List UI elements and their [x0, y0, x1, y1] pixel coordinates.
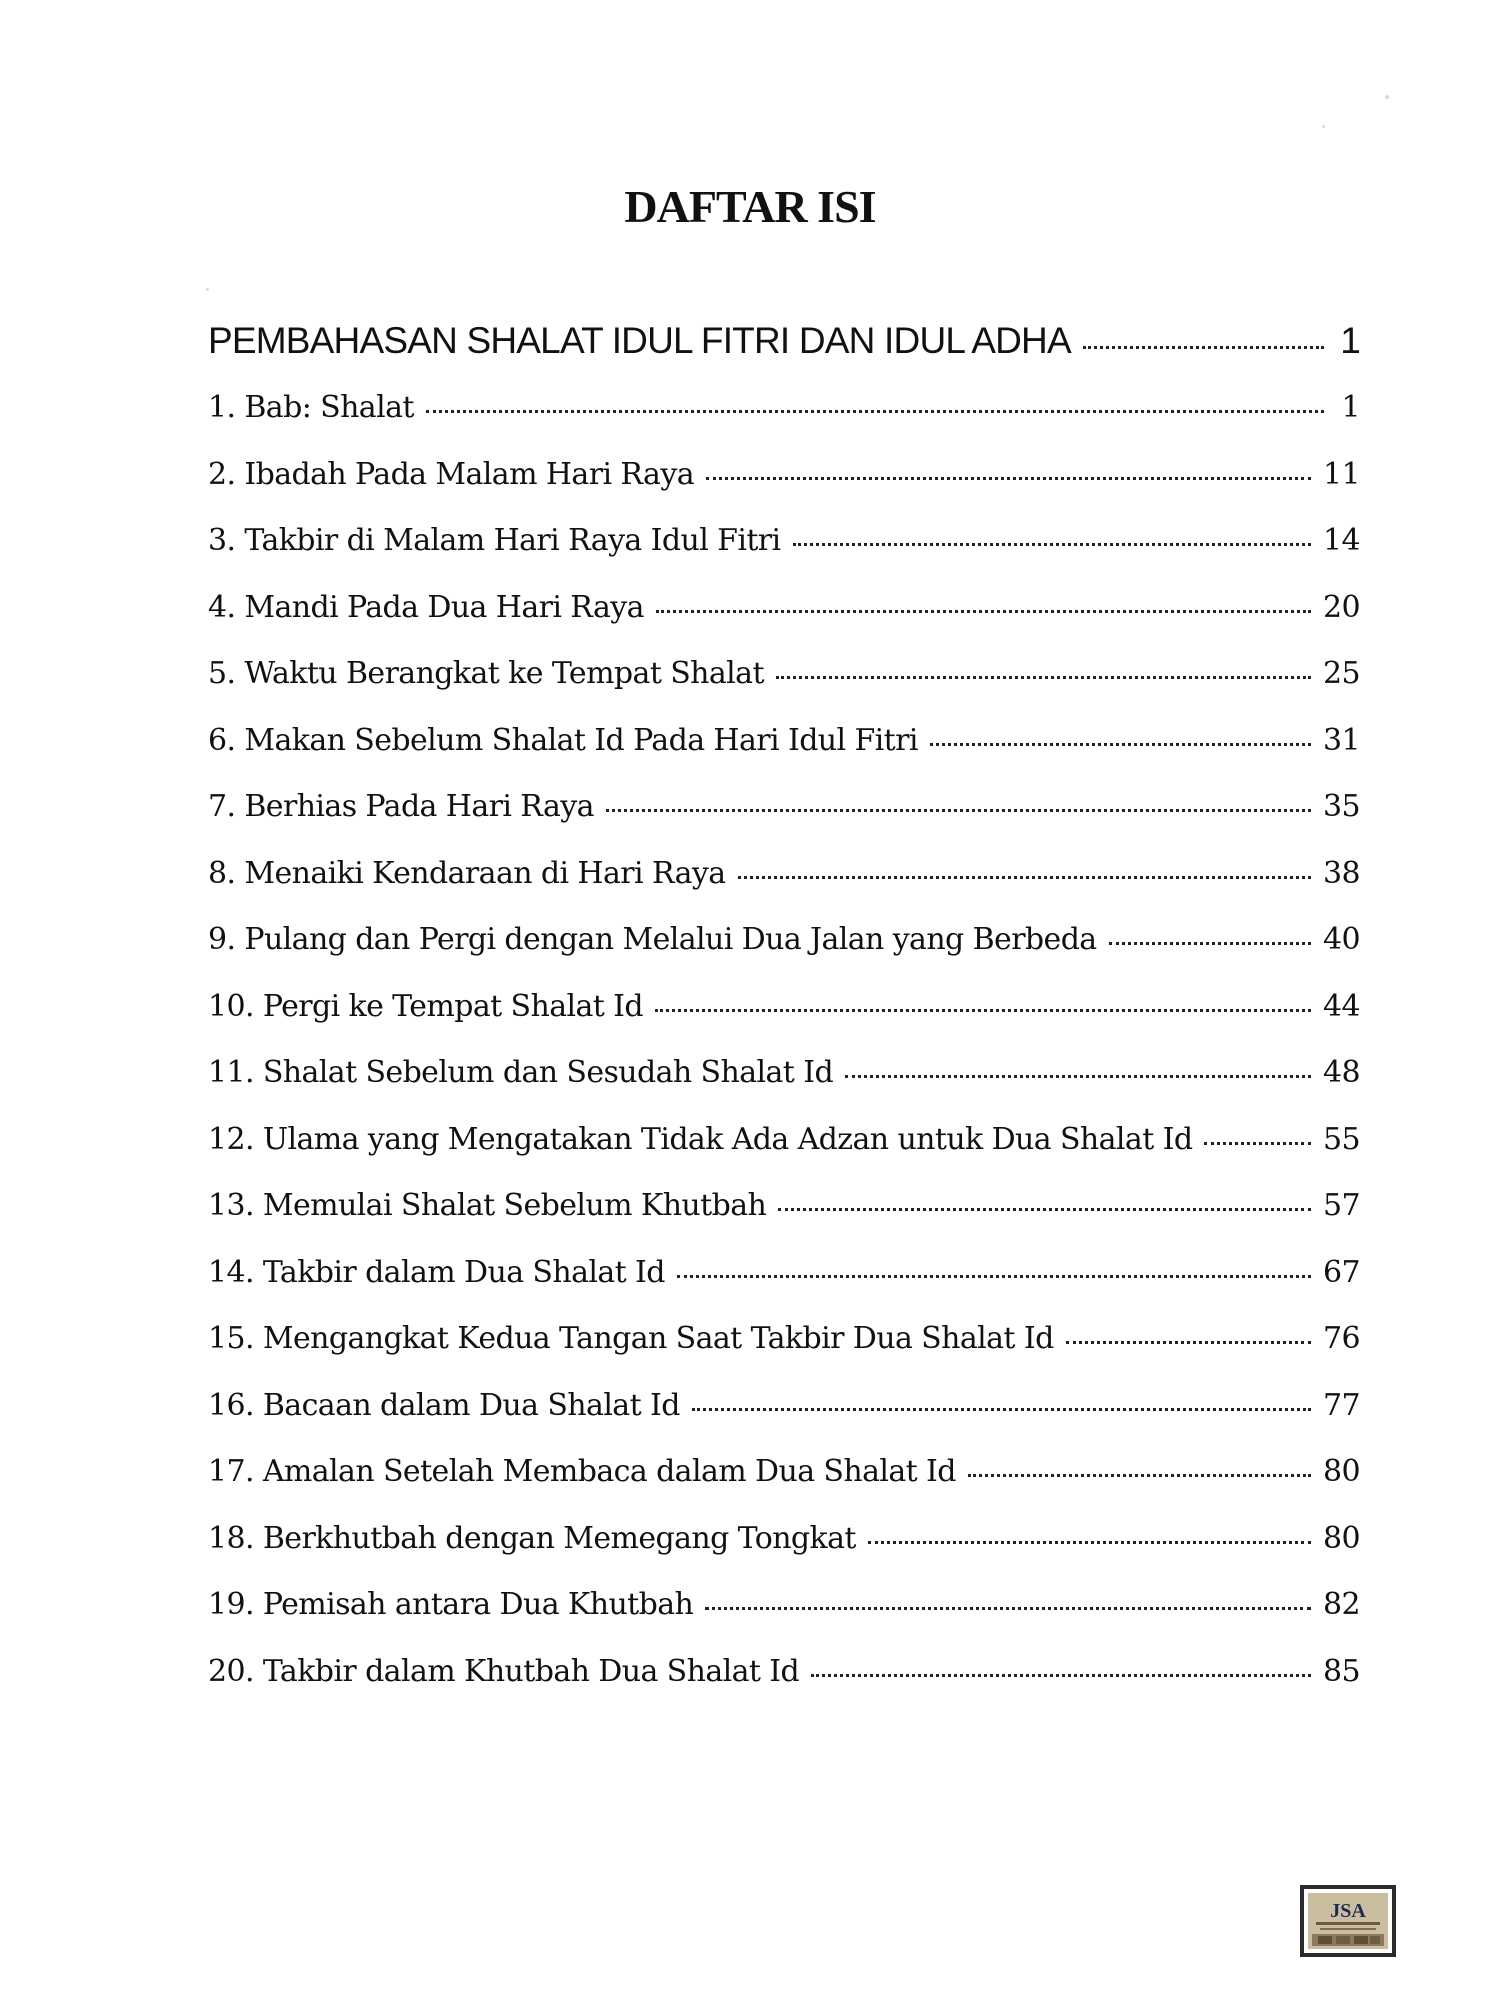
dot-leader [1083, 346, 1324, 349]
toc-entry-label: 1. Bab: Shalat [208, 390, 414, 425]
toc-entry[interactable] [208, 590, 1360, 657]
dot-leader [778, 1208, 1311, 1211]
dot-leader [426, 410, 1324, 413]
toc-entry-page: 38 [1323, 855, 1360, 891]
toc-entry[interactable] [208, 523, 1360, 590]
dot-leader [1204, 1142, 1311, 1145]
toc-entry-list [208, 390, 1360, 1720]
dot-leader [868, 1541, 1311, 1544]
toc-entry[interactable] [208, 1587, 1360, 1654]
toc-entry-page: 82 [1323, 1587, 1360, 1622]
toc-entry-page: 67 [1323, 1254, 1360, 1290]
toc-entry-page: 11 [1323, 456, 1360, 492]
page-title: DAFTAR ISI [624, 181, 876, 232]
toc-entry-label: 5. Waktu Berangkat ke Tempat Shalat [208, 656, 764, 691]
toc-entry-label: 17. Amalan Setelah Membaca dalam Dua Shalat Id [208, 1454, 956, 1489]
toc-entry[interactable] [208, 1654, 1360, 1721]
toc-entry-page: 76 [1323, 1321, 1360, 1356]
toc-entry-label: 16. Bacaan dalam Dua Shalat Id [208, 1387, 680, 1423]
toc-entry[interactable] [208, 1388, 1360, 1455]
dot-leader [692, 1408, 1311, 1411]
toc-entry[interactable] [208, 1255, 1360, 1322]
toc-entry[interactable] [208, 856, 1360, 923]
toc-entry-page: 31 [1323, 722, 1360, 758]
toc-entry-label: 7. Berhias Pada Hari Raya [208, 789, 594, 824]
toc-entry-label: 4. Mandi Pada Dua Hari Raya [208, 589, 644, 625]
scan-speck [1385, 95, 1389, 99]
toc-entry-label: 8. Menaiki Kendaraan di Hari Raya [208, 855, 726, 891]
dot-leader [656, 610, 1311, 613]
dot-leader [776, 676, 1311, 679]
toc-entry-label: 18. Berkhutbah dengan Memegang Tongkat [208, 1520, 856, 1556]
dot-leader [1109, 942, 1311, 945]
toc-entry-label: 10. Pergi ke Tempat Shalat Id [208, 988, 644, 1024]
toc-entry[interactable] [208, 390, 1360, 457]
toc-entry[interactable] [208, 1454, 1360, 1521]
toc-section-label: PEMBAHASAN SHALAT IDUL FITRI DAN IDUL ADHA [208, 320, 1071, 361]
toc-entry-page: 14 [1323, 523, 1360, 558]
toc-entry[interactable] [208, 457, 1360, 524]
dot-leader [606, 809, 1311, 812]
toc-entry-page: 40 [1323, 922, 1360, 957]
dot-leader [930, 743, 1311, 746]
svg-text:JSA: JSA [1330, 1900, 1366, 1922]
toc-entry[interactable] [208, 922, 1360, 989]
dot-leader [738, 876, 1311, 879]
toc-entry-label: 19. Pemisah antara Dua Khutbah [208, 1587, 694, 1622]
dot-leader [793, 543, 1311, 546]
toc-entry[interactable] [208, 1521, 1360, 1588]
toc-entry-label: 20. Takbir dalam Khutbah Dua Shalat Id [208, 1653, 800, 1689]
toc-entry-page: 1 [1341, 390, 1360, 425]
logo-image [1308, 1893, 1388, 1949]
toc-entry-page: 57 [1323, 1188, 1360, 1223]
toc-entry-page: 55 [1323, 1121, 1360, 1157]
toc-entry-page: 25 [1323, 656, 1360, 691]
toc-entry-label: 3. Takbir di Malam Hari Raya Idul Fitri [208, 523, 781, 558]
toc-entry-label: 2. Ibadah Pada Malam Hari Raya [208, 456, 694, 492]
toc-entry-label: 13. Memulai Shalat Sebelum Khutbah [208, 1188, 767, 1223]
toc-entry-page: 44 [1323, 988, 1360, 1024]
toc-entry[interactable] [208, 656, 1360, 723]
toc-entry-label: 15. Mengangkat Kedua Tangan Saat Takbir Dua Shalat Id [208, 1321, 1054, 1356]
toc-entry-page: 48 [1323, 1055, 1360, 1090]
toc-entry-page: 20 [1323, 589, 1360, 625]
toc-entry-label: 9. Pulang dan Pergi dengan Melalui Dua Jalan yang Berbeda [208, 922, 1097, 957]
dot-leader [655, 1009, 1311, 1012]
toc-entry[interactable] [208, 1321, 1360, 1388]
toc-section-page: 1 [1340, 320, 1360, 361]
toc-entry-label: 12. Ulama yang Mengatakan Tidak Ada Adzan untuk Dua Shalat Id [208, 1121, 1193, 1157]
toc-entry[interactable] [208, 1188, 1360, 1255]
toc-entry-page: 85 [1323, 1653, 1360, 1689]
toc-entry[interactable] [208, 1122, 1360, 1189]
table-of-contents [208, 320, 1360, 1720]
toc-section-heading[interactable] [208, 320, 1360, 382]
toc-entry[interactable] [208, 989, 1360, 1056]
dot-leader [706, 477, 1311, 480]
jsa-logo [1300, 1885, 1396, 1957]
toc-entry[interactable] [208, 1055, 1360, 1122]
toc-entry-page: 80 [1323, 1454, 1360, 1489]
toc-entry[interactable] [208, 789, 1360, 856]
toc-entry-page: 35 [1323, 789, 1360, 824]
toc-entry-label: 6. Makan Sebelum Shalat Id Pada Hari Idul Fitri [208, 722, 918, 758]
dot-leader [968, 1474, 1311, 1477]
toc-entry-page: 77 [1323, 1387, 1360, 1423]
scan-speck [1322, 125, 1325, 128]
dot-leader [1066, 1341, 1311, 1344]
toc-entry-label: 11. Shalat Sebelum dan Sesudah Shalat Id [208, 1055, 834, 1090]
dot-leader [845, 1075, 1311, 1078]
dot-leader [705, 1607, 1311, 1610]
dot-leader [811, 1674, 1311, 1677]
scan-speck [206, 288, 209, 291]
jsa-logo-icon [1308, 1893, 1388, 1949]
toc-entry-label: 14. Takbir dalam Dua Shalat Id [208, 1254, 665, 1290]
dot-leader [677, 1275, 1311, 1278]
toc-entry-page: 80 [1323, 1520, 1360, 1556]
toc-entry[interactable] [208, 723, 1360, 790]
